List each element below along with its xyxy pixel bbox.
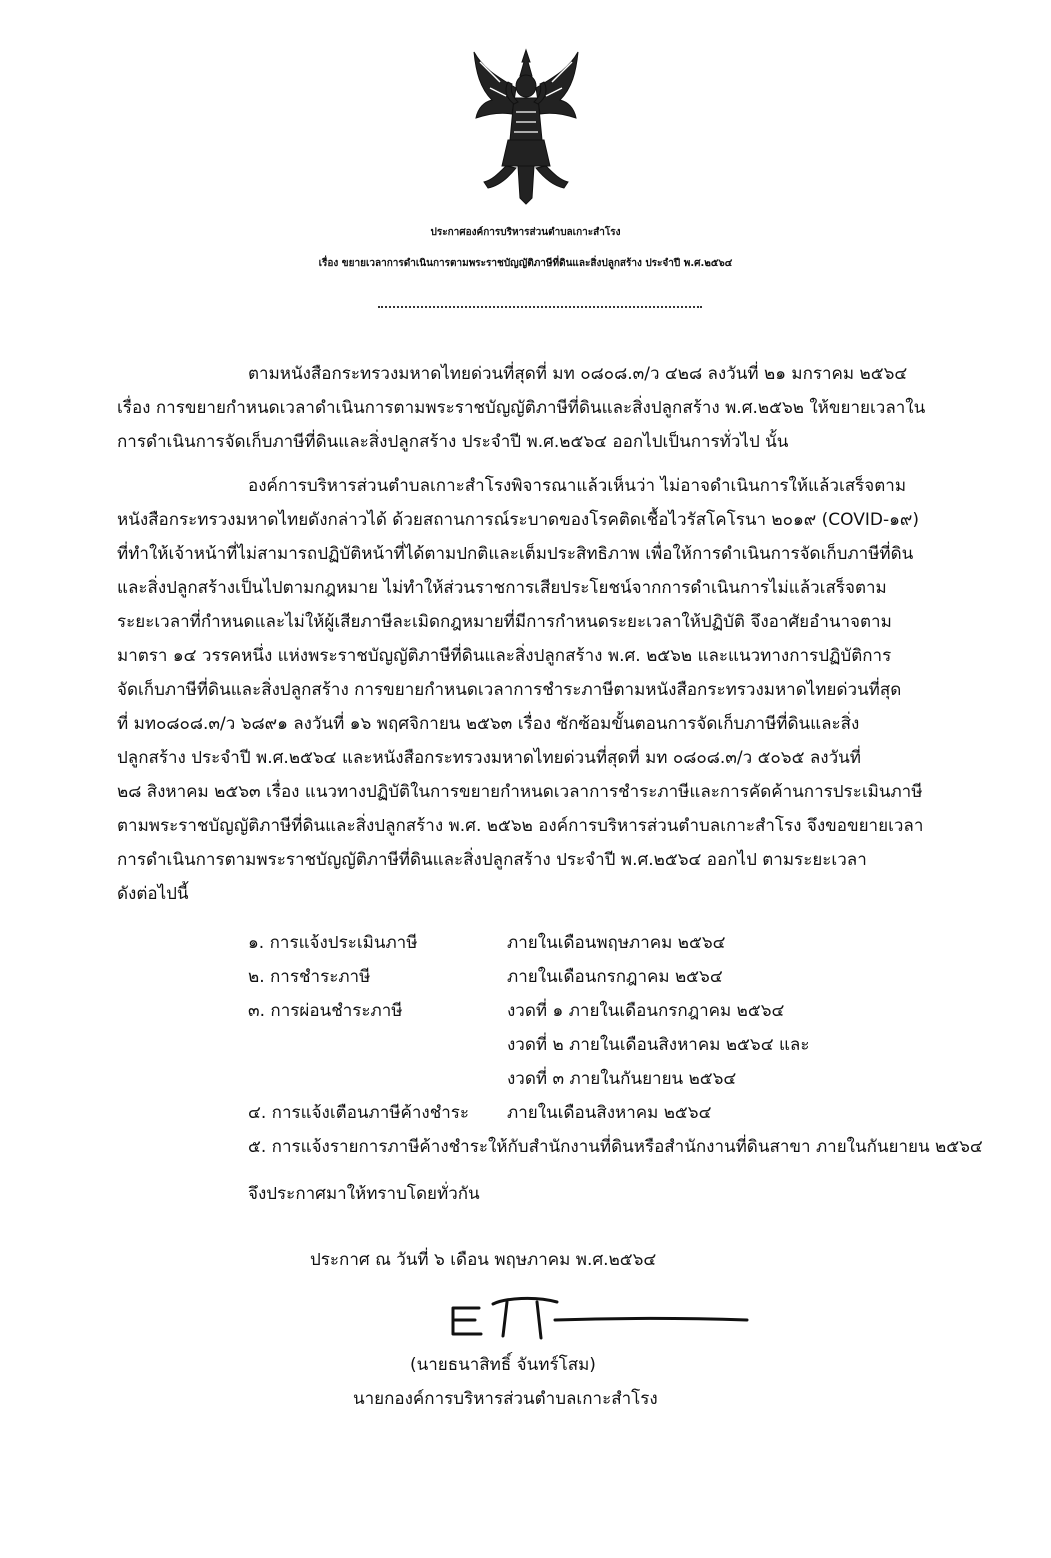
para2-line-8: ที่ มท๐๘๐๘.๓/ว ๖๘๙๑ ลงวันที่ ๑๖ พฤศจิกายน ๒๕๖๓ เรื่อง ซักซ้อมขั้นตอนการจัดเก็บภาษีที่ดินและสิ่ง	[117, 714, 860, 734]
document-title: ประกาศองค์การบริหารส่วนตำบลเกาะสำโรง	[430, 227, 621, 238]
schedule-item-5: ๕. การแจ้งรายการภาษีค้างชำระให้กับสำนักงานที่ดินหรือสำนักงานที่ดินสาขา ภายในกันยายน ๒๕๖๔	[248, 1137, 983, 1157]
schedule-item-1-label: ๑. การแจ้งประเมินภาษี	[248, 933, 418, 953]
para2-line-10: ๒๘ สิงหาคม ๒๕๖๓ เรื่อง แนวทางปฏิบัติในการขยายกำหนดเวลาการชำระภาษีและการคัดค้านการประเมินภาษี	[117, 782, 923, 802]
signer-name: (นายธนาสิทธิ์ จันทร์โสม)	[410, 1355, 596, 1375]
para2-line-6: มาตรา ๑๔ วรรคหนึ่ง แห่งพระราชบัญญัติภาษีที่ดินและสิ่งปลูกสร้าง พ.ศ. ๒๕๖๒ และแนวทางการปฏิบัติการ	[117, 646, 892, 666]
para2-line-9: ปลูกสร้าง ประจำปี พ.ศ.๒๕๖๔ และหนังสือกระทรวงมหาดไทยด่วนที่สุดที่ มท ๐๘๐๘.๓/ว ๕๐๖๕ ลงวันที่	[117, 748, 861, 768]
para2-line-7: จัดเก็บภาษีที่ดินและสิ่งปลูกสร้าง การขยายกำหนดเวลาการชำระภาษีตามหนังสือกระทรวงมหาดไทยด่วนที่สุด	[117, 680, 902, 700]
schedule-item-4-label: ๔. การแจ้งเตือนภาษีค้างชำระ	[248, 1103, 470, 1123]
schedule-item-3-value-1: งวดที่ ๑ ภายในเดือนกรกฎาคม ๒๕๖๔	[507, 1001, 785, 1021]
para1-line-3: การดำเนินการจัดเก็บภาษีที่ดินและสิ่งปลูกสร้าง ประจำปี พ.ศ.๒๕๖๔ ออกไปเป็นการทั่วไป นั้น	[117, 432, 789, 452]
para1-line-1: ตามหนังสือกระทรวงมหาดไทยด่วนที่สุดที่ มท ๐๘๐๘.๓/ว ๔๒๘ ลงวันที่ ๒๑ มกราคม ๒๕๖๔	[248, 364, 908, 384]
garuda-emblem-icon	[470, 48, 582, 206]
schedule-item-2-label: ๒. การชำระภาษี	[248, 967, 371, 987]
schedule-item-3-label: ๓. การผ่อนชำระภาษี	[248, 1001, 403, 1021]
para2-line-13: ดังต่อไปนี้	[117, 884, 189, 904]
para1-line-2: เรื่อง การขยายกำหนดเวลาดำเนินการตามพระราชบัญญัติภาษีที่ดินและสิ่งปลูกสร้าง พ.ศ.๒๕๖๒ ให้ขยายเวลาใน	[117, 398, 926, 418]
signature-image	[445, 1290, 755, 1350]
para2-line-12: การดำเนินการตามพระราชบัญญัติภาษีที่ดินและสิ่งปลูกสร้าง ประจำปี พ.ศ.๒๕๖๔ ออกไป ตามระยะเวลา	[117, 850, 867, 870]
announce-date: ประกาศ ณ วันที่ ๖ เดือน พฤษภาคม พ.ศ.๒๕๖๔	[310, 1250, 657, 1270]
para2-line-3: ที่ทำให้เจ้าหน้าที่ไม่สามารถปฏิบัติหน้าที่ได้ตามปกติและเต็มประสิทธิภาพ เพื่อให้การดำเนินการจัดเก็บภาษีที่ดิน	[117, 544, 914, 564]
closing-announce: จึงประกาศมาให้ทราบโดยทั่วกัน	[248, 1184, 480, 1204]
document-subject: เรื่อง ขยายเวลาการดำเนินการตามพระราชบัญญัติภาษีที่ดินและสิ่งปลูกสร้าง ประจำปี พ.ศ.๒๕๖๔	[318, 258, 733, 269]
para2-line-11: ตามพระราชบัญญัติภาษีที่ดินและสิ่งปลูกสร้าง พ.ศ. ๒๕๖๒ องค์การบริหารส่วนตำบลเกาะสำโรง จึงขอขยายเวลา	[117, 816, 924, 836]
para2-line-1: องค์การบริหารส่วนตำบลเกาะสำโรงพิจารณาแล้วเห็นว่า ไม่อาจดำเนินการให้แล้วเสร็จตาม	[248, 476, 907, 496]
schedule-item-2-value: ภายในเดือนกรกฎาคม ๒๕๖๔	[507, 967, 723, 987]
para2-line-2: หนังสือกระทรวงมหาดไทยดังกล่าวได้ ด้วยสถานการณ์ระบาดของโรคติดเชื้อไวรัสโคโรนา ๒๐๑๙ (COVID-๑๙)	[117, 510, 919, 530]
schedule-item-3-value-2: งวดที่ ๒ ภายในเดือนสิงหาคม ๒๕๖๔ และ	[507, 1035, 810, 1055]
schedule-item-1-value: ภายในเดือนพฤษภาคม ๒๕๖๔	[507, 933, 726, 953]
schedule-item-3-value-3: งวดที่ ๓ ภายในกันยายน ๒๕๖๔	[507, 1069, 737, 1089]
schedule-item-4-value: ภายในเดือนสิงหาคม ๒๕๖๔	[507, 1103, 712, 1123]
para2-line-5: ระยะเวลาที่กำหนดและไม่ให้ผู้เสียภาษีละเมิดกฎหมายที่มีการกำหนดระยะเวลาให้ปฏิบัติ จึงอาศัยอำนาจตาม	[117, 612, 892, 632]
signer-position: นายกองค์การบริหารส่วนตำบลเกาะสำโรง	[353, 1389, 658, 1409]
dotted-divider	[378, 306, 702, 308]
para2-line-4: และสิ่งปลูกสร้างเป็นไปตามกฎหมาย ไม่ทำให้ส่วนราชการเสียประโยชน์จากการดำเนินการไม่แล้วเสร็จตาม	[117, 578, 887, 598]
